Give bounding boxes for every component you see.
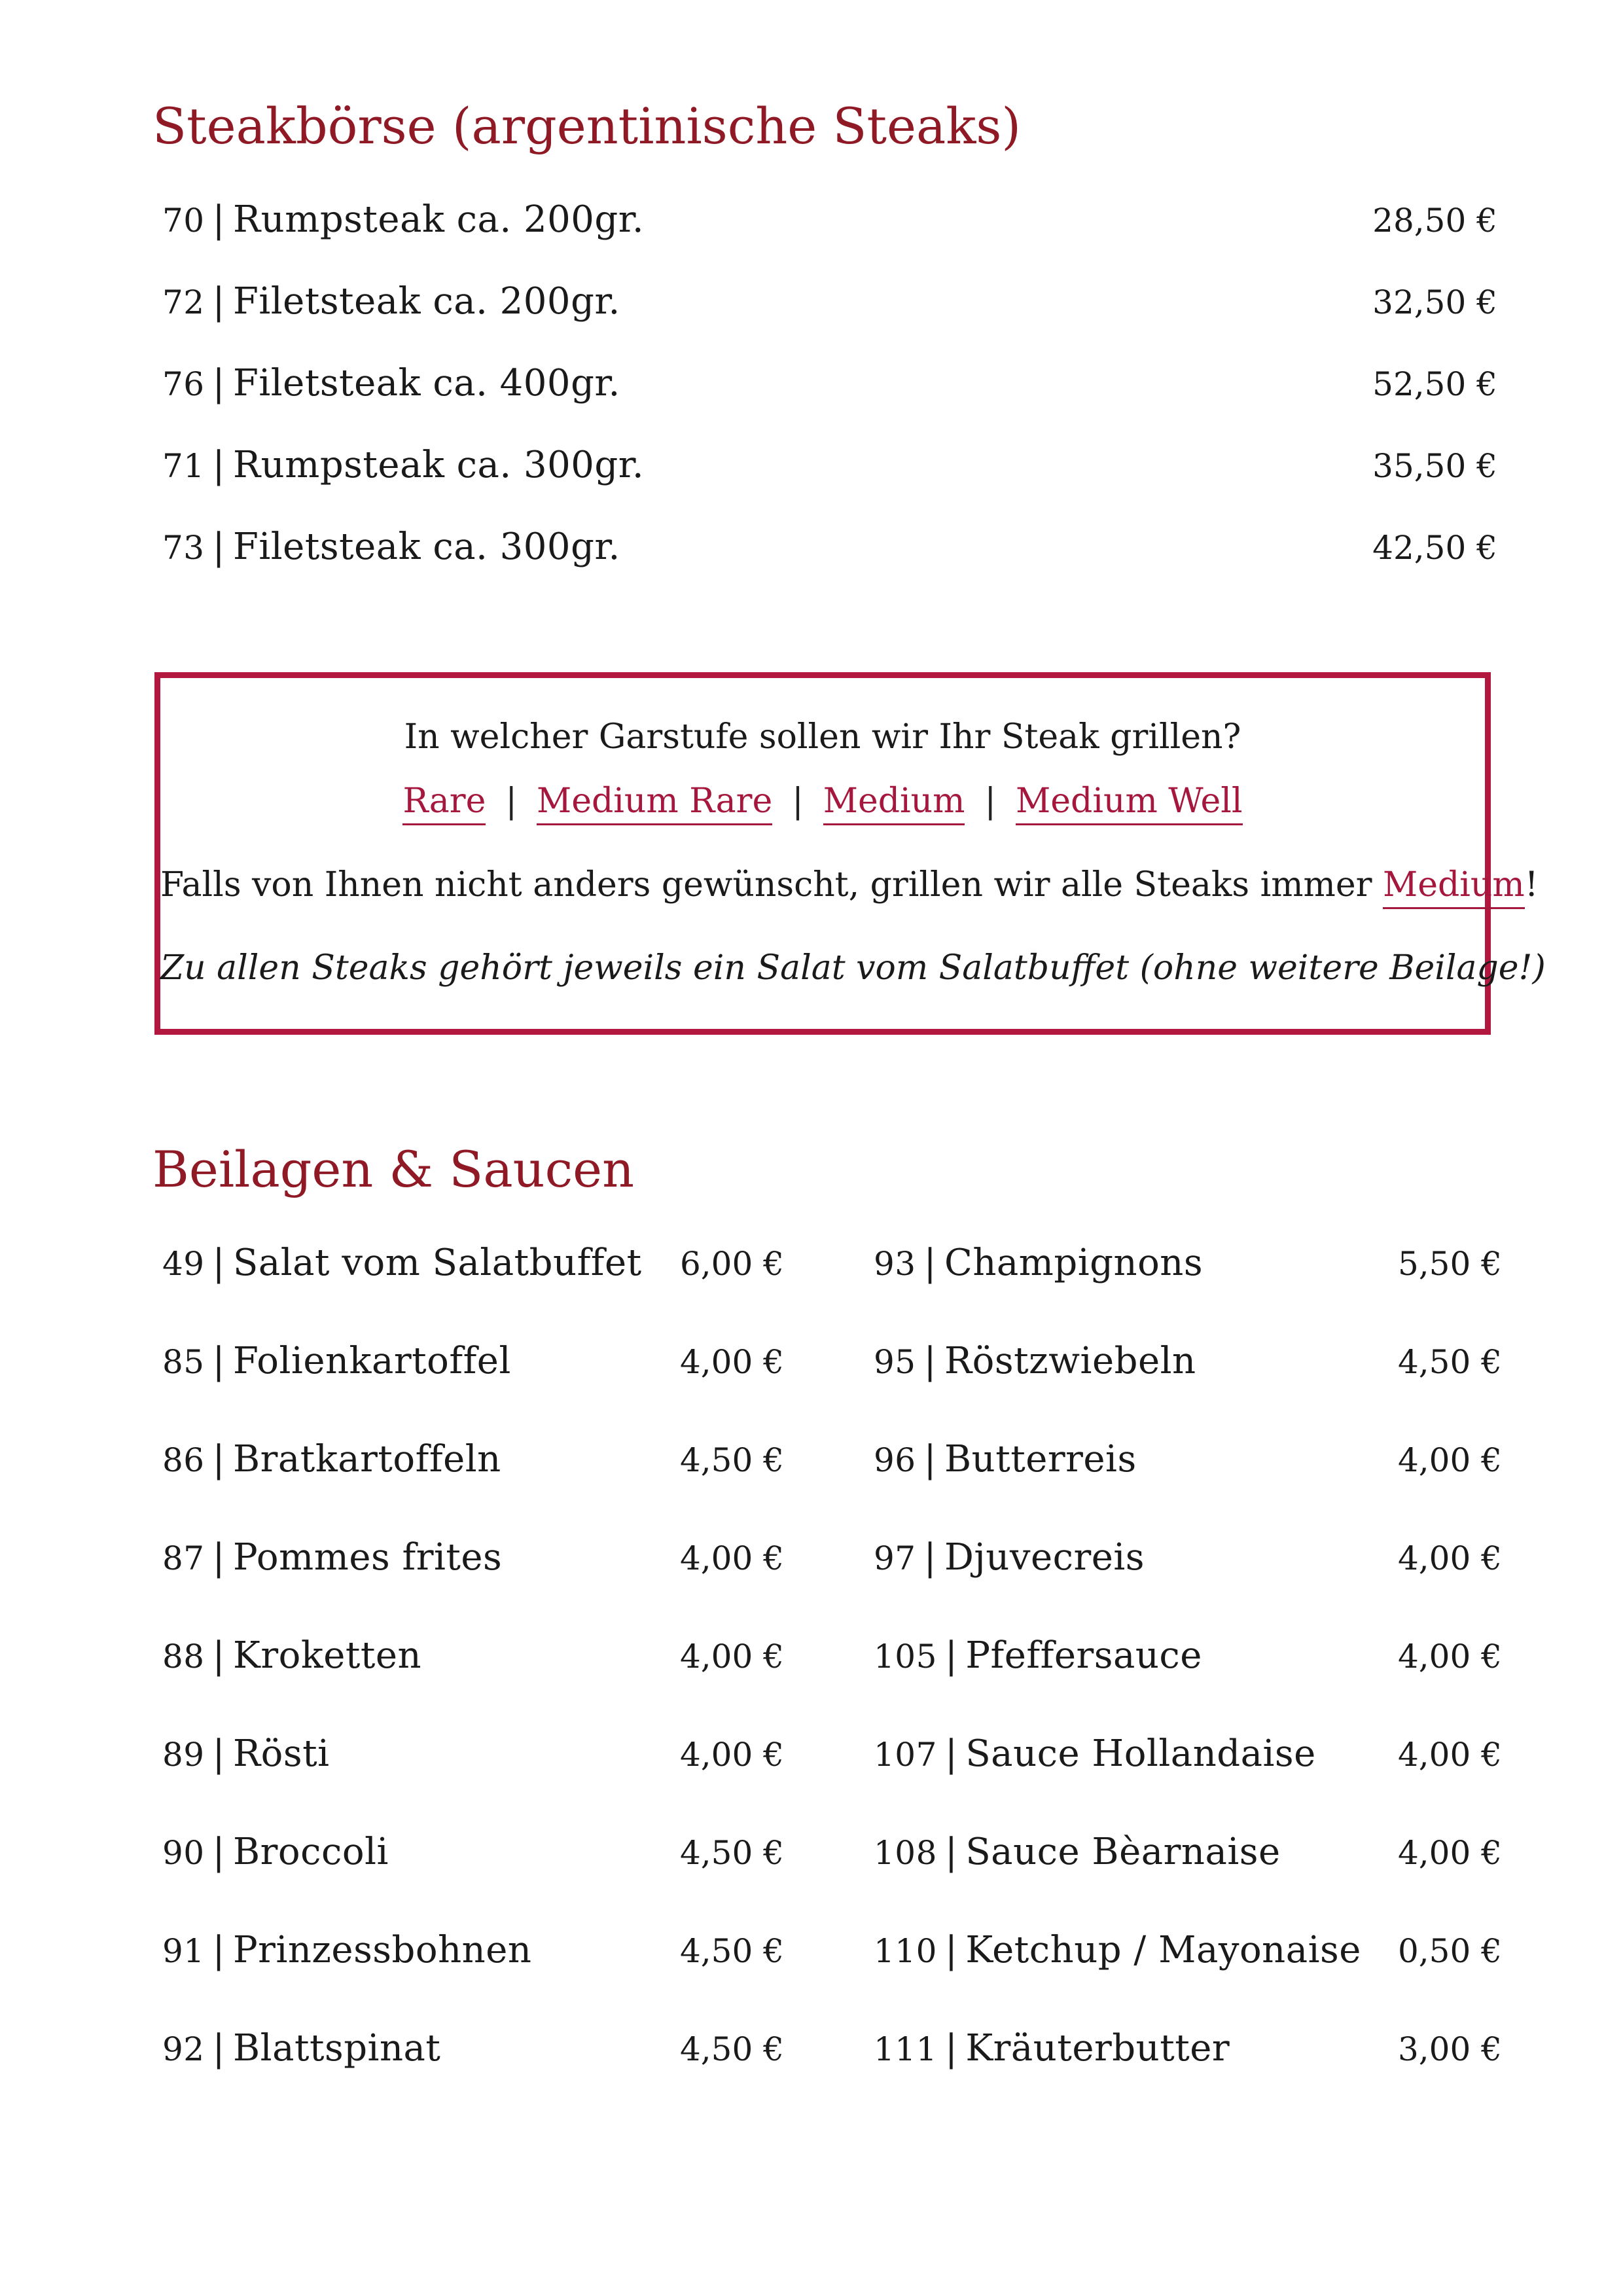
separator: | <box>923 1242 936 1284</box>
side-item <box>874 1732 1502 1785</box>
separator: | <box>212 280 225 323</box>
side-item <box>162 1438 784 1490</box>
item-number: 91 <box>162 1932 205 1970</box>
steak-item <box>162 198 1497 251</box>
default-doneness-text <box>160 865 1539 905</box>
separator: | <box>212 1242 225 1284</box>
item-number: 70 <box>162 202 205 240</box>
item-price: 32,50 € <box>1372 283 1497 321</box>
item-price: 4,00 € <box>1397 1539 1502 1577</box>
salad-note: Zu allen Steaks gehört jeweils ein Salat vom Salatbuffet (ohne weitere Beilage!) <box>160 948 1546 988</box>
item-name: Kräuterbutter <box>965 2027 1230 2070</box>
separator: | <box>944 1732 958 1775</box>
separator: | <box>923 1536 936 1579</box>
side-item <box>162 1242 784 1294</box>
level-separator: | <box>792 781 804 821</box>
level-rare: Rare <box>402 781 486 825</box>
item-name: Pfeffersauce <box>965 1634 1202 1677</box>
steak-section-title: Steakbörse (argentinische Steaks) <box>152 97 1022 155</box>
item-number: 107 <box>874 1736 937 1774</box>
item-price: 4,50 € <box>679 2030 784 2068</box>
item-number: 88 <box>162 1638 205 1676</box>
item-price: 4,50 € <box>1397 1343 1502 1381</box>
side-item <box>162 2027 784 2079</box>
item-name: Sauce Hollandaise <box>965 1732 1316 1775</box>
item-number: 89 <box>162 1736 205 1774</box>
item-number: 108 <box>874 1834 937 1872</box>
item-number: 86 <box>162 1441 205 1479</box>
item-number: 111 <box>874 2030 937 2068</box>
separator: | <box>212 444 225 486</box>
separator: | <box>944 1634 958 1677</box>
item-number: 85 <box>162 1343 205 1381</box>
item-name: Rumpsteak ca. 200gr. <box>233 198 645 241</box>
doneness-question: In welcher Garstufe sollen wir Ihr Steak grillen? <box>404 717 1241 757</box>
item-name: Rumpsteak ca. 300gr. <box>233 444 645 486</box>
separator: | <box>944 1929 958 1971</box>
item-number: 97 <box>874 1539 916 1577</box>
item-price: 6,00 € <box>679 1245 784 1283</box>
item-price: 4,00 € <box>679 1736 784 1774</box>
item-number: 87 <box>162 1539 205 1577</box>
item-name: Rösti <box>233 1732 330 1775</box>
item-name: Sauce Bèarnaise <box>965 1831 1281 1873</box>
side-item <box>874 1438 1502 1490</box>
default-text-before: Falls von Ihnen nicht anders gewünscht, grillen wir alle Steaks immer <box>160 865 1383 905</box>
item-price: 35,50 € <box>1372 447 1497 485</box>
item-number: 95 <box>874 1343 916 1381</box>
side-item <box>874 1536 1502 1588</box>
item-name: Bratkartoffeln <box>233 1438 501 1480</box>
steak-item <box>162 362 1497 414</box>
level-separator: | <box>505 781 517 821</box>
steak-item <box>162 280 1497 332</box>
separator: | <box>923 1438 936 1480</box>
separator: | <box>212 1732 225 1775</box>
item-number: 90 <box>162 1834 205 1872</box>
separator: | <box>212 362 225 404</box>
default-text-after: ! <box>1524 865 1539 905</box>
item-name: Djuvecreis <box>944 1536 1145 1579</box>
sides-section-title: Beilagen & Saucen <box>152 1140 635 1198</box>
item-name: Blattspinat <box>233 2027 441 2070</box>
item-name: Folienkartoffel <box>233 1340 511 1382</box>
side-item <box>162 1536 784 1588</box>
item-price: 3,00 € <box>1397 2030 1502 2068</box>
item-price: 42,50 € <box>1372 529 1497 567</box>
separator: | <box>212 1340 225 1382</box>
separator: | <box>944 2027 958 2070</box>
doneness-levels <box>160 781 1485 821</box>
side-item <box>874 2027 1502 2079</box>
item-number: 72 <box>162 283 205 321</box>
item-price: 28,50 € <box>1372 202 1497 240</box>
side-item <box>874 1340 1502 1392</box>
item-number: 49 <box>162 1245 205 1283</box>
separator: | <box>212 1536 225 1579</box>
item-price: 4,00 € <box>1397 1834 1502 1872</box>
side-item <box>162 1634 784 1687</box>
item-price: 52,50 € <box>1372 365 1497 403</box>
side-item <box>162 1732 784 1785</box>
item-number: 92 <box>162 2030 205 2068</box>
item-name: Filetsteak ca. 400gr. <box>233 362 620 404</box>
doneness-info-box <box>154 672 1546 1035</box>
item-number: 105 <box>874 1638 937 1676</box>
separator: | <box>944 1831 958 1873</box>
steak-item <box>162 526 1497 578</box>
item-name: Salat vom Salatbuffet <box>233 1242 642 1284</box>
item-price: 4,00 € <box>679 1638 784 1676</box>
item-price: 4,50 € <box>679 1932 784 1970</box>
default-level: Medium <box>1383 865 1525 909</box>
separator: | <box>212 1929 225 1971</box>
item-name: Filetsteak ca. 200gr. <box>233 280 620 323</box>
item-number: 93 <box>874 1245 916 1283</box>
item-number: 110 <box>874 1932 937 1970</box>
item-price: 4,00 € <box>679 1539 784 1577</box>
separator: | <box>212 2027 225 2070</box>
item-name: Filetsteak ca. 300gr. <box>233 526 620 568</box>
item-name: Champignons <box>944 1242 1204 1284</box>
item-number: 73 <box>162 529 205 567</box>
item-price: 0,50 € <box>1397 1932 1502 1970</box>
item-name: Prinzessbohnen <box>233 1929 532 1971</box>
separator: | <box>923 1340 936 1382</box>
item-price: 4,00 € <box>1397 1638 1502 1676</box>
level-medium-well: Medium Well <box>1016 781 1243 825</box>
item-number: 96 <box>874 1441 916 1479</box>
side-item <box>874 1634 1502 1687</box>
item-name: Broccoli <box>233 1831 389 1873</box>
item-number: 76 <box>162 365 205 403</box>
side-item <box>162 1340 784 1392</box>
separator: | <box>212 526 225 568</box>
separator: | <box>212 198 225 241</box>
item-name: Pommes frites <box>233 1536 503 1579</box>
item-name: Kroketten <box>233 1634 422 1677</box>
steak-item <box>162 444 1497 496</box>
side-item <box>874 1831 1502 1883</box>
level-medium: Medium <box>823 781 965 825</box>
item-price: 4,50 € <box>679 1834 784 1872</box>
item-price: 4,00 € <box>1397 1736 1502 1774</box>
separator: | <box>212 1634 225 1677</box>
item-name: Butterreis <box>944 1438 1137 1480</box>
separator: | <box>212 1831 225 1873</box>
side-item <box>162 1831 784 1883</box>
side-item <box>162 1929 784 1981</box>
level-separator: | <box>984 781 997 821</box>
item-price: 4,00 € <box>1397 1441 1502 1479</box>
item-price: 4,00 € <box>679 1343 784 1381</box>
level-medium-rare: Medium Rare <box>537 781 772 825</box>
item-number: 71 <box>162 447 205 485</box>
separator: | <box>212 1438 225 1480</box>
item-name: Ketchup / Mayonaise <box>965 1929 1361 1971</box>
item-price: 4,50 € <box>679 1441 784 1479</box>
side-item <box>874 1929 1502 1981</box>
side-item <box>874 1242 1502 1294</box>
item-price: 5,50 € <box>1397 1245 1502 1283</box>
item-name: Röstzwiebeln <box>944 1340 1196 1382</box>
